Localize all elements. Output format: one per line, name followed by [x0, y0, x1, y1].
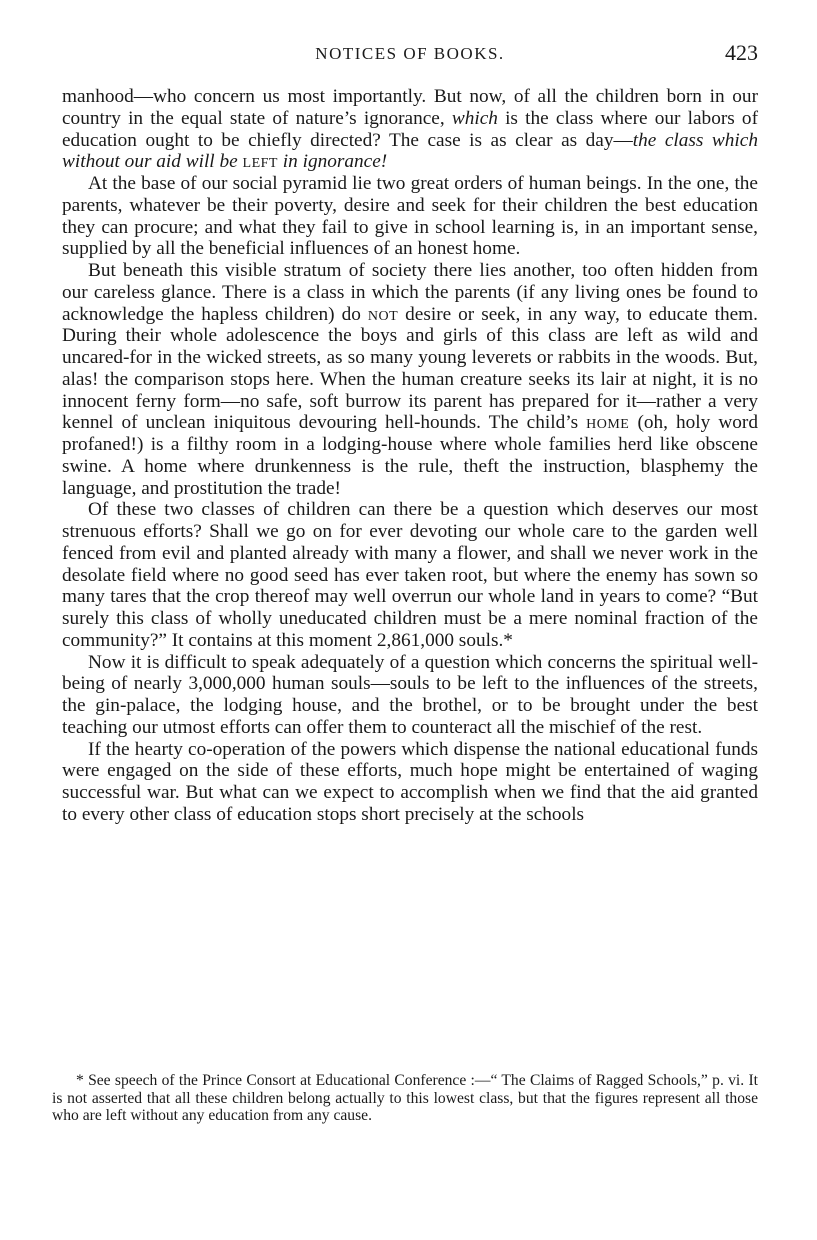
paragraph [62, 260, 758, 499]
emphasis: in ignorance! [277, 151, 388, 173]
paragraph: If the hearty co-operation of the powers which dispense the national educational funds were engaged on the side of these efforts, much hope might be entertained of waging successful war. But what can we expect to accomplish when we find that the aid granted to every other class of education stops short precisely at the schools [62, 738, 758, 825]
running-title: NOTICES OF BOOKS. [315, 44, 505, 63]
small-caps-word: home [586, 412, 630, 434]
small-caps-word: left [242, 151, 278, 173]
page-number: 423 [725, 40, 758, 65]
footnote [52, 1072, 758, 1125]
text-run: desire or seek, in any way, to educate them. During their whole adolescence the boys and girls of this class are left as wild and uncared-for in the wicked streets, as so many young leverets or rabbits in the woods. But, alas! the comparison stops here. When the human creature seeks its lair at night, it is no innocent ferny form—no safe, soft burrow its parent has prepared for it—rather a very kennel of unclean iniquitous devouring hell-hounds. The child’s [62, 303, 758, 434]
text-run: manhood—who concern us most importantly. But now, of all the children born in our country in the equal state of nature’s ignorance, [62, 86, 758, 129]
body-text [62, 86, 758, 826]
emphasis: the class which without our aid will be [62, 129, 758, 173]
emphasis: which [451, 107, 498, 129]
text-run: But beneath this visible stratum of society there lies another, too often hidden from our careless glance. There is a class in which the parents (if any living ones be found to acknowledge the hapless children) do [62, 260, 758, 325]
text-run: is the class where our labors of education ought to be chiefly directed? The case is as clear as day— [62, 107, 758, 151]
paragraph: Now it is difficult to speak adequately of a question which concerns the spiritual well-being of nearly 3,000,000 human souls—souls to be left to the influences of the streets, the gin-palace, the lodging house, and the brothel, or to be brought under the best teaching our utmost efforts can offer them to counteract all the mischief of the rest. [62, 651, 758, 738]
paragraph: Of these two classes of children can there be a question which deserves our most strenuous efforts? Shall we go on for ever devoting our whole care to the garden well fenced from evil and planted already with many a flower, and shall we never work in the desolate field where no good seed has ever taken root, but where the enemy has sown so many tares that the crop thereof may well overrun our whole land in years to come? “But surely this class of wholly uneducated children must be a mere nominal fraction of the community?” It contains at this moment 2,861,000 souls.* [62, 499, 758, 651]
paragraph [62, 86, 758, 173]
text-run: (oh, holy word profaned!) is a filthy room in a lodging-house where whole families herd like obscene swine. A home where drunkenness is the rule, theft the instruction, blasphemy the language, and prostitution the trade! [62, 412, 758, 499]
footnote-text: * See speech of the Prince Consort at Educational Conference :—“ The Claims of Ragged Schools,” p. vi. It is not asserted that all these children belong actually to this lowest class, but that the figures represent all those who are left without any education from any cause. [52, 1072, 758, 1124]
paragraph: At the base of our social pyramid lie two great orders of human beings. In the one, the parents, whatever be their poverty, desire and seek for their children the best education they can procure; and what they fail to give in school learning is, in an important sense, supplied by all the beneficial influences of an honest home. [62, 173, 758, 260]
small-caps-word: not [367, 303, 399, 325]
page-header [62, 40, 758, 72]
